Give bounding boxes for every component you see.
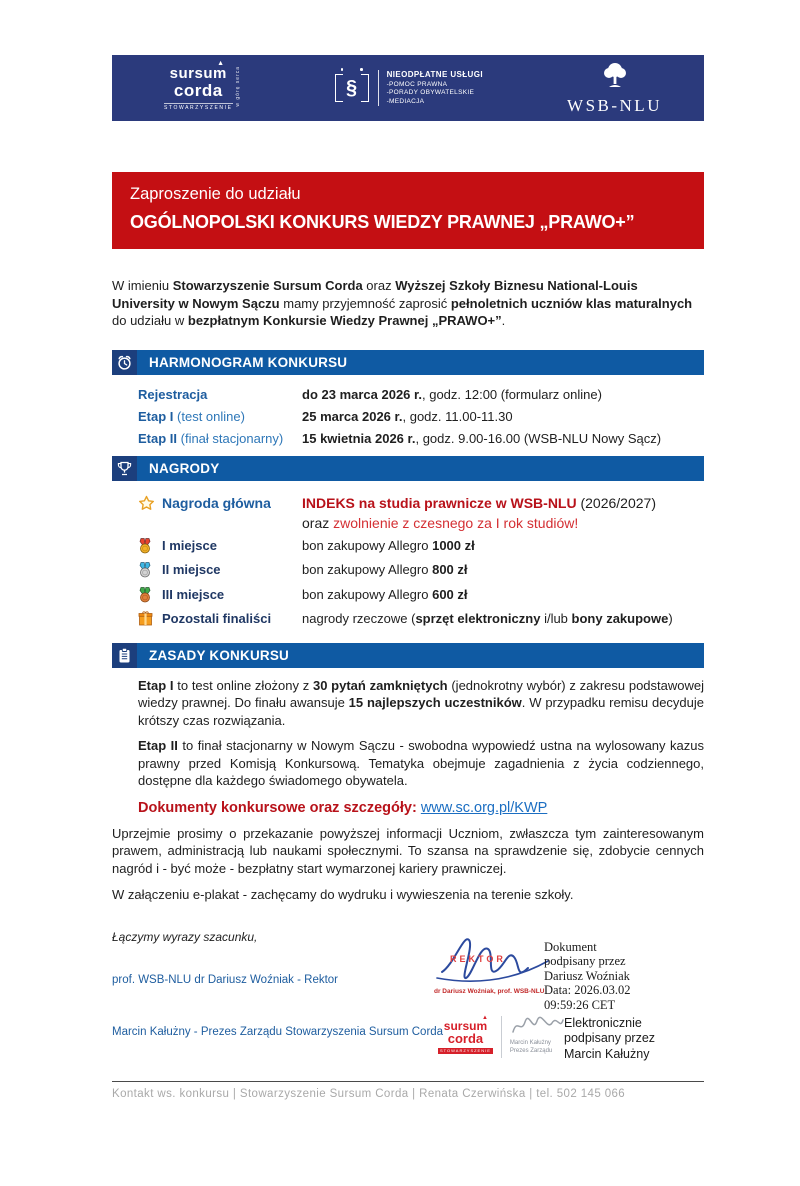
free-services-logo [335, 70, 483, 107]
prizes-table [138, 493, 704, 632]
section-title: HARMONOGRAM KONKURSU [149, 354, 348, 370]
services-item: -POMOC PRAWNA [386, 80, 448, 88]
digital-signature-block-marcin: Elektronicznie podpisany przez Marcin Kałużny [564, 1015, 656, 1061]
gold-medal-icon [138, 536, 162, 560]
schedule-row: Etap I (test online) 25 marca 2026 r., godz. 11.00-11.30 [138, 408, 513, 424]
schedule-table [138, 384, 704, 450]
section-header-harmonogram [112, 350, 704, 375]
sursum-corda-stamp: sursum ▲ corda STOWARZYSZENIE [440, 1014, 491, 1053]
sursum-corda-logo-sub: STOWARZYSZENIE [164, 104, 233, 111]
wsb-nlu-name: WSB-NLU [567, 95, 662, 115]
prize-row: III miejsce bon zakupowy Allegro 600 zł [138, 585, 704, 609]
documents-line [138, 800, 704, 816]
prize-row-main: Nagroda główna INDEKS na studia prawnicze w WSB-NLU (2026/2027) oraz zwolnienie z czesnego za I rok studiów! [138, 493, 704, 533]
section-title: ZASADY KONKURSU [149, 647, 290, 663]
sursum-corda-logo-line1: sursum ▲ [169, 59, 227, 82]
services-title: NIEODPŁATNE USŁUGI [386, 69, 483, 79]
silver-medal-icon [138, 560, 162, 584]
sursum-corda-logo [164, 59, 251, 111]
wsb-nlu-logo [567, 61, 662, 116]
sursum-corda-logo-line2: corda [173, 80, 223, 100]
rektor-signature-caption: dr Dariusz Woźniak, prof. WSB-NLU [434, 987, 545, 995]
page [112, 55, 704, 1100]
documents-label: Dokumenty konkursowe oraz szczegóły: [138, 799, 421, 816]
title-banner [112, 172, 704, 249]
schedule-row: Etap II (finał stacjonarny) 15 kwietnia 2026 r., godz. 9.00-16.00 (WSB-NLU Nowy Sącz) [138, 430, 662, 446]
outro-paragraph-1: Uprzejmie prosimy o przekazanie powyższej informacji Uczniom, zwłaszcza tym zainteresowanym prawem, administracją lub naukami społecznymi. To szansa na sprawdzenie się, zdobycie cennych nagród i - być może - bezpłatny start wymarzonej kariery prawniczej. [112, 825, 704, 876]
rules-paragraph-etap2: Etap II to finał stacjonarny w Nowym Sączu - swobodna wypowiedź ustna na wylosowany kazus prawny przed Komisją Konkursową. Tematyka obejmuje zagadnienia z życia codziennego, dostępne dla każdego świadomego obywatela. [138, 738, 704, 788]
caret-icon: ▲ [481, 1014, 488, 1021]
rektor-signature [434, 928, 552, 1000]
footer-contact-text: Kontakt ws. konkursu | Stowarzyszenie Sursum Corda | Renata Czerwińska | tel. 502 145 066 [112, 1087, 626, 1100]
footer [112, 1081, 704, 1100]
rektor-stamp-text: REKTOR [450, 953, 506, 964]
competition-url-link[interactable]: www.sc.org.pl/KWP [420, 799, 548, 816]
regards-line: Łączymy wyrazy szacunku, [112, 929, 258, 944]
rektor-name-line: prof. WSB-NLU dr Dariusz Woźniak - Rektor [112, 973, 339, 986]
prize-row: Pozostali finaliści nagrody rzeczowe (sprzęt elektroniczny i/lub bony zakupowe) [138, 609, 704, 632]
trophy-icon [112, 456, 137, 481]
star-icon [138, 493, 162, 517]
services-item: -PORADY OBYWATELSKIE [386, 89, 475, 97]
outro-paragraph-2: W załączeniu e-plakat - zachęcamy do wydruku i wywieszenia na terenie szkoły. [112, 887, 574, 902]
rules-paragraph-etap1: Etap I to test online złożony z 30 pytań zamkniętych (jednokrotny wybór) z zakresu podstawowej wiedzy prawnej. Do finału awansuje 15 najlepszych uczestników. W przypadku remisu decyduje krótszy czas rozwiązania. [138, 677, 705, 728]
intro-paragraph: W imieniu Stowarzyszenie Sursum Corda oraz Wyższej Szkoły Biznesu National-Louis University w Nowym Sączu mamy przyjemność zaprosić pełnoletnich uczniów klas maturalnych do udziału w bezpłatnym Konkursie Wiedzy Prawnej „PRAWO+”. [112, 278, 693, 328]
prezes-signature [438, 1014, 568, 1060]
banner-title: OGÓLNOPOLSKI KONKURS WIEDZY PRAWNEJ „PRAWO+” [130, 212, 635, 232]
banner-subtitle: Zaproszenie do udziału [130, 185, 301, 203]
separator [501, 1016, 502, 1058]
prize-row: I miejsce bon zakupowy Allegro 1000 zł [138, 536, 704, 560]
gift-icon [138, 609, 162, 632]
signature-caption: Prezes Zarządu [509, 1047, 553, 1054]
section-title: NAGRODY [149, 460, 220, 476]
services-item: -MEDIACJA [386, 97, 425, 105]
tree-icon [600, 61, 630, 89]
section-header-zasady [112, 643, 704, 668]
signature-zone [112, 904, 704, 1081]
paragraph-icon: § [335, 71, 369, 105]
prezes-name-line: Marcin Kałużny - Prezes Zarządu Stowarzyszenia Sursum Corda [112, 1025, 444, 1038]
clipboard-icon [112, 643, 137, 668]
sursum-corda-logo-side-text: w górę serca [234, 65, 241, 107]
schedule-row: Rejestracja do 23 marca 2026 r., godz. 12:00 (formularz online) [138, 386, 602, 402]
digital-signature-block-dariusz: Dokument podpisany przez Dariusz Woźniak Data: 2026.03.02 09:59:26 CET [544, 939, 631, 1012]
signature-caption: Marcin Kałużny [509, 1039, 551, 1046]
alarm-clock-icon [112, 350, 137, 375]
prize-row: II miejsce bon zakupowy Allegro 800 zł [138, 560, 704, 584]
caret-icon: ▲ [217, 59, 225, 67]
section-header-nagrody [112, 456, 704, 481]
bronze-medal-icon [138, 585, 162, 609]
header-logo-bar [112, 55, 704, 121]
handwritten-signature-icon [510, 1014, 566, 1038]
